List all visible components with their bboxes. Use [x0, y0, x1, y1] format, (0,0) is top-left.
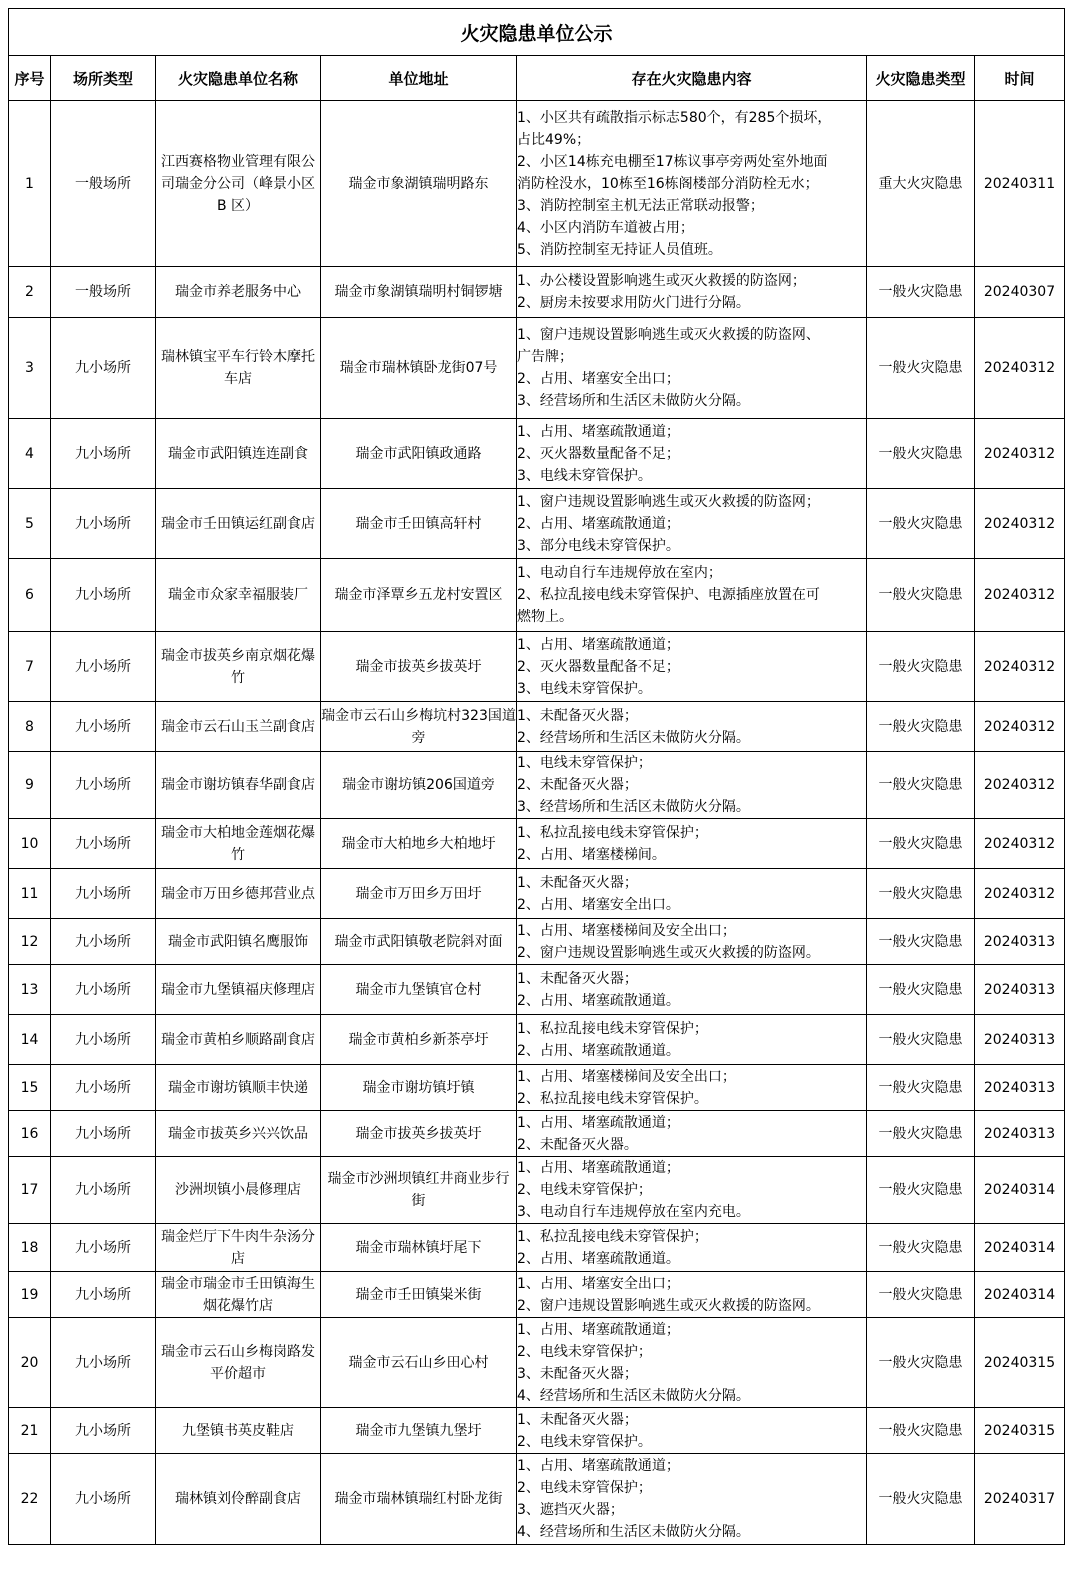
venue-type-cell: 九小场所 [51, 869, 156, 919]
no-cell: 9 [9, 752, 51, 819]
address-cell: 瑞金市象湖镇瑞明村铜锣塘 [321, 267, 517, 318]
hazard-type-cell: 一般火灾隐患 [867, 819, 975, 869]
hazard-type-cell: 一般火灾隐患 [867, 752, 975, 819]
hazard-content-cell [517, 702, 867, 752]
no-cell: 7 [9, 632, 51, 702]
hazard-content-line: 3、经营场所和生活区未做防火分隔。 [517, 799, 750, 815]
date-cell: 20240315 [975, 1408, 1065, 1454]
hazard-content-line: 1、未配备灭火器； [517, 1411, 638, 1428]
hazard-type-cell: 一般火灾隐患 [867, 1318, 975, 1408]
hazard-content-line: 1、占用、堵塞疏散通道； [517, 1114, 680, 1131]
hazard-content-line: 2、电线未穿管保护； [517, 1182, 652, 1198]
hazard-content-line: 1、私拉乱接电线未穿管保护； [517, 1228, 708, 1245]
address-cell: 瑞金市瑞林镇圩尾下 [321, 1224, 517, 1272]
no-cell: 5 [9, 489, 51, 559]
hazard-content-line: 2、占用、堵塞楼梯间。 [517, 846, 666, 863]
hazard-content-line: 1、办公楼设置影响逃生或灭火救援的防盗网； [517, 273, 806, 289]
hazard-content-line: 2、占用、堵塞疏散通道； [517, 515, 680, 532]
hazard-type-cell: 一般火灾隐患 [867, 1157, 975, 1224]
date-cell: 20240314 [975, 1272, 1065, 1318]
table-row [9, 489, 1065, 559]
hazard-content-cell [517, 559, 867, 632]
unit-name-cell: 瑞金烂厅下牛肉牛杂汤分店 [156, 1224, 321, 1272]
date-cell: 20240313 [975, 1065, 1065, 1111]
hazard-content-line: 广告牌； [517, 349, 573, 365]
date-cell: 20240312 [975, 559, 1065, 632]
no-cell: 12 [9, 919, 51, 965]
hazard-content-cell [517, 318, 867, 419]
hazard-content-line: 3、经营场所和生活区未做防火分隔。 [517, 393, 750, 409]
hazard-content-cell [517, 1157, 867, 1224]
header-row [9, 56, 1065, 101]
hazard-content-line: 1、电线未穿管保护； [517, 755, 652, 771]
no-cell: 6 [9, 559, 51, 632]
hazard-content-line: 5、消防控制室无持证人员值班。 [517, 241, 722, 258]
address-cell: 瑞金市瑞林镇瑞红村卧龙街 [321, 1454, 517, 1545]
unit-name-cell: 瑞金市谢坊镇春华副食店 [156, 752, 321, 819]
hazard-content-line: 3、电线未穿管保护。 [517, 467, 652, 484]
unit-name-cell: 瑞金市众家幸福服装厂 [156, 559, 321, 632]
venue-type-cell: 九小场所 [51, 752, 156, 819]
hazard-content-line: 1、私拉乱接电线未穿管保护； [517, 1020, 708, 1037]
date-cell: 20240317 [975, 1454, 1065, 1545]
hazard-content-line: 2、窗户违规设置影响逃生或灭火救援的防盗网。 [517, 1297, 820, 1314]
hazard-type-cell: 重大火灾隐患 [867, 101, 975, 267]
unit-name-cell: 瑞林镇宝平车行铃木摩托车店 [156, 318, 321, 419]
no-cell: 13 [9, 965, 51, 1015]
unit-name-cell: 瑞金市九堡镇福庆修理店 [156, 965, 321, 1015]
address-cell: 瑞金市九堡镇官仓村 [321, 965, 517, 1015]
unit-name-cell: 瑞金市云石山玉兰副食店 [156, 702, 321, 752]
address-cell: 瑞金市九堡镇九堡圩 [321, 1408, 517, 1454]
address-cell: 瑞金市黄柏乡新茶亭圩 [321, 1015, 517, 1065]
table-row [9, 965, 1065, 1015]
hazard-type-cell: 一般火灾隐患 [867, 632, 975, 702]
hazard-content-line: 2、电线未穿管保护； [517, 1480, 652, 1496]
hazard-content-line: 4、经营场所和生活区未做防火分隔。 [517, 1387, 750, 1404]
table-row [9, 318, 1065, 419]
no-cell: 22 [9, 1454, 51, 1545]
hazard-content-line: 2、占用、堵塞疏散通道。 [517, 992, 680, 1009]
hazard-type-cell: 一般火灾隐患 [867, 919, 975, 965]
venue-type-cell: 九小场所 [51, 1065, 156, 1111]
hazard-content-line: 1、电动自行车违规停放在室内； [517, 565, 722, 581]
hazard-content-line: 1、窗户违规设置影响逃生或灭火救援的防盗网、 [517, 327, 820, 343]
table-row [9, 1015, 1065, 1065]
unit-name-cell: 瑞金市瑞金市壬田镇海生烟花爆竹店 [156, 1272, 321, 1318]
unit-name-cell: 瑞金市云石山乡梅岗路发平价超市 [156, 1318, 321, 1408]
address-cell: 瑞金市泽覃乡五龙村安置区 [321, 559, 517, 632]
header-address: 单位地址 [321, 56, 517, 101]
table-row [9, 919, 1065, 965]
hazard-content-line: 燃物上。 [517, 609, 573, 625]
hazard-content-line: 2、厨房未按要求用防火门进行分隔。 [517, 295, 750, 311]
venue-type-cell: 九小场所 [51, 919, 156, 965]
hazard-content-line: 4、小区内消防车道被占用； [517, 219, 694, 236]
hazard-type-cell: 一般火灾隐患 [867, 1065, 975, 1111]
hazard-content-line: 1、占用、堵塞疏散通道； [517, 636, 680, 653]
hazard-type-cell: 一般火灾隐患 [867, 702, 975, 752]
table-row [9, 559, 1065, 632]
date-cell: 20240311 [975, 101, 1065, 267]
hazard-content-cell [517, 1015, 867, 1065]
header-hazard-type: 火灾隐患类型 [867, 56, 975, 101]
hazard-content-line: 2、灭火器数量配备不足； [517, 658, 680, 675]
venue-type-cell: 一般场所 [51, 101, 156, 267]
address-cell: 瑞金市壬田镇粜米街 [321, 1272, 517, 1318]
address-cell: 瑞金市武阳镇政通路 [321, 419, 517, 489]
hazard-content-line: 2、占用、堵塞安全出口。 [517, 896, 680, 913]
date-cell: 20240312 [975, 318, 1065, 419]
hazard-content-line: 1、未配备灭火器； [517, 970, 638, 987]
table-row [9, 101, 1065, 267]
table-row [9, 267, 1065, 318]
hazard-type-cell: 一般火灾隐患 [867, 1224, 975, 1272]
venue-type-cell: 九小场所 [51, 1454, 156, 1545]
table-row [9, 1272, 1065, 1318]
date-cell: 20240313 [975, 1111, 1065, 1157]
venue-type-cell: 九小场所 [51, 489, 156, 559]
table-row [9, 1408, 1065, 1454]
address-cell: 瑞金市武阳镇敬老院斜对面 [321, 919, 517, 965]
unit-name-cell: 沙洲坝镇小晨修理店 [156, 1157, 321, 1224]
table-row [9, 869, 1065, 919]
hazard-content-line: 1、占用、堵塞疏散通道； [517, 1160, 680, 1176]
date-cell: 20240312 [975, 869, 1065, 919]
address-cell: 瑞金市瑞林镇卧龙街07号 [321, 318, 517, 419]
header-unit-name: 火灾隐患单位名称 [156, 56, 321, 101]
venue-type-cell: 九小场所 [51, 559, 156, 632]
hazard-content-line: 1、窗户违规设置影响逃生或灭火救援的防盗网； [517, 493, 820, 510]
hazard-content-line: 占比49%； [517, 131, 591, 148]
no-cell: 14 [9, 1015, 51, 1065]
hazard-content-cell [517, 1224, 867, 1272]
header-no: 序号 [9, 56, 51, 101]
venue-type-cell: 九小场所 [51, 1318, 156, 1408]
unit-name-cell: 瑞金市大柏地金莲烟花爆竹 [156, 819, 321, 869]
address-cell: 瑞金市拔英乡拔英圩 [321, 1111, 517, 1157]
hazard-content-cell [517, 1065, 867, 1111]
address-cell: 瑞金市壬田镇高轩村 [321, 489, 517, 559]
unit-name-cell: 九堡镇书英皮鞋店 [156, 1408, 321, 1454]
no-cell: 20 [9, 1318, 51, 1408]
hazard-content-cell [517, 1408, 867, 1454]
address-cell: 瑞金市云石山乡田心村 [321, 1318, 517, 1408]
date-cell: 20240315 [975, 1318, 1065, 1408]
no-cell: 19 [9, 1272, 51, 1318]
address-cell: 瑞金市大柏地乡大柏地圩 [321, 819, 517, 869]
unit-name-cell: 瑞金市谢坊镇顺丰快递 [156, 1065, 321, 1111]
date-cell: 20240312 [975, 819, 1065, 869]
hazard-content-line: 1、未配备灭火器； [517, 707, 638, 724]
table-row [9, 419, 1065, 489]
hazard-content-line: 2、灭火器数量配备不足； [517, 445, 680, 462]
date-cell: 20240312 [975, 702, 1065, 752]
no-cell: 11 [9, 869, 51, 919]
venue-type-cell: 九小场所 [51, 702, 156, 752]
hazard-content-line: 2、私拉乱接电线未穿管保护、电源插座放置在可 [517, 587, 820, 603]
hazard-content-cell [517, 752, 867, 819]
table-row [9, 752, 1065, 819]
venue-type-cell: 九小场所 [51, 1408, 156, 1454]
hazard-content-line: 2、占用、堵塞疏散通道。 [517, 1250, 680, 1267]
hazard-content-line: 2、电线未穿管保护； [517, 1343, 652, 1360]
hazard-content-line: 2、经营场所和生活区未做防火分隔。 [517, 729, 750, 746]
hazard-content-cell [517, 819, 867, 869]
hazard-content-cell [517, 632, 867, 702]
hazard-type-cell: 一般火灾隐患 [867, 559, 975, 632]
hazard-content-line: 2、窗户违规设置影响逃生或灭火救援的防盗网。 [517, 944, 820, 961]
venue-type-cell: 九小场所 [51, 965, 156, 1015]
no-cell: 21 [9, 1408, 51, 1454]
table-row [9, 702, 1065, 752]
hazard-content-line: 3、部分电线未穿管保护。 [517, 537, 680, 554]
hazard-type-cell: 一般火灾隐患 [867, 1454, 975, 1545]
hazard-content-line: 2、小区14栋充电棚至17栋议事亭旁两处室外地面 [517, 153, 828, 170]
unit-name-cell: 瑞金市壬田镇运红副食店 [156, 489, 321, 559]
hazard-content-cell [517, 419, 867, 489]
date-cell: 20240314 [975, 1157, 1065, 1224]
hazard-content-line: 消防栓没水，10栋至16栋阁楼部分消防栓无水； [517, 175, 819, 192]
hazard-content-line: 2、占用、堵塞安全出口； [517, 371, 680, 387]
date-cell: 20240314 [975, 1224, 1065, 1272]
venue-type-cell: 九小场所 [51, 1224, 156, 1272]
unit-name-cell: 瑞金市拔英乡兴兴饮品 [156, 1111, 321, 1157]
hazard-content-cell [517, 1272, 867, 1318]
no-cell: 3 [9, 318, 51, 419]
date-cell: 20240312 [975, 489, 1065, 559]
hazard-content-cell [517, 267, 867, 318]
hazard-type-cell: 一般火灾隐患 [867, 318, 975, 419]
address-cell: 瑞金市谢坊镇206国道旁 [321, 752, 517, 819]
hazard-type-cell: 一般火灾隐患 [867, 1111, 975, 1157]
address-cell: 瑞金市象湖镇瑞明路东 [321, 101, 517, 267]
date-cell: 20240313 [975, 1015, 1065, 1065]
hazard-type-cell: 一般火灾隐患 [867, 1272, 975, 1318]
header-hazard-content: 存在火灾隐患内容 [517, 56, 867, 101]
hazard-content-line: 1、占用、堵塞疏散通道； [517, 423, 680, 440]
hazard-content-cell [517, 965, 867, 1015]
address-cell: 瑞金市云石山乡梅坑村323国道旁 [321, 702, 517, 752]
hazard-content-line: 2、电线未穿管保护。 [517, 1433, 652, 1450]
table-row [9, 1224, 1065, 1272]
hazard-content-cell [517, 101, 867, 267]
hazard-type-cell: 一般火灾隐患 [867, 1015, 975, 1065]
address-cell: 瑞金市万田乡万田圩 [321, 869, 517, 919]
table-row [9, 1454, 1065, 1545]
hazard-content-line: 3、消防控制室主机无法正常联动报警； [517, 197, 764, 214]
date-cell: 20240312 [975, 752, 1065, 819]
date-cell: 20240307 [975, 267, 1065, 318]
hazard-content-line: 3、遮挡灭火器； [517, 1502, 624, 1518]
date-cell: 20240312 [975, 632, 1065, 702]
venue-type-cell: 九小场所 [51, 1157, 156, 1224]
hazard-type-cell: 一般火灾隐患 [867, 869, 975, 919]
date-cell: 20240312 [975, 419, 1065, 489]
hazard-content-line: 1、小区共有疏散指示标志580个，有285个损坏， [517, 109, 832, 126]
venue-type-cell: 九小场所 [51, 1272, 156, 1318]
table-row [9, 1318, 1065, 1408]
venue-type-cell: 九小场所 [51, 1111, 156, 1157]
header-date: 时间 [975, 56, 1065, 101]
date-cell: 20240313 [975, 919, 1065, 965]
unit-name-cell: 瑞金市万田乡德邦营业点 [156, 869, 321, 919]
table-row [9, 1065, 1065, 1111]
unit-name-cell: 瑞金市武阳镇连连副食 [156, 419, 321, 489]
no-cell: 10 [9, 819, 51, 869]
table-row [9, 819, 1065, 869]
no-cell: 17 [9, 1157, 51, 1224]
no-cell: 1 [9, 101, 51, 267]
hazard-content-line: 3、电线未穿管保护。 [517, 680, 652, 697]
hazard-content-line: 1、私拉乱接电线未穿管保护； [517, 824, 708, 841]
hazard-content-cell [517, 1318, 867, 1408]
hazard-content-line: 1、未配备灭火器； [517, 874, 638, 891]
hazard-content-line: 1、占用、堵塞楼梯间及安全出口； [517, 922, 736, 939]
no-cell: 16 [9, 1111, 51, 1157]
table-row [9, 1111, 1065, 1157]
address-cell: 瑞金市谢坊镇圩镇 [321, 1065, 517, 1111]
table-title: 火灾隐患单位公示 [9, 9, 1065, 56]
hazard-content-cell [517, 1454, 867, 1545]
hazard-content-line: 3、电动自行车违规停放在室内充电。 [517, 1204, 750, 1220]
hazard-content-cell [517, 869, 867, 919]
hazard-content-cell [517, 1111, 867, 1157]
unit-name-cell: 瑞金市武阳镇名鹰服饰 [156, 919, 321, 965]
hazard-content-line: 1、占用、堵塞疏散通道； [517, 1321, 680, 1338]
date-cell: 20240313 [975, 965, 1065, 1015]
no-cell: 18 [9, 1224, 51, 1272]
table-row [9, 632, 1065, 702]
no-cell: 15 [9, 1065, 51, 1111]
unit-name-cell: 江西赛格物业管理有限公司瑞金分公司（峰景小区 B 区） [156, 101, 321, 267]
hazard-type-cell: 一般火灾隐患 [867, 1408, 975, 1454]
address-cell: 瑞金市沙洲坝镇红井商业步行街 [321, 1157, 517, 1224]
venue-type-cell: 九小场所 [51, 419, 156, 489]
venue-type-cell: 一般场所 [51, 267, 156, 318]
no-cell: 4 [9, 419, 51, 489]
venue-type-cell: 九小场所 [51, 1015, 156, 1065]
unit-name-cell: 瑞林镇刘伶醉副食店 [156, 1454, 321, 1545]
unit-name-cell: 瑞金市黄柏乡顺路副食店 [156, 1015, 321, 1065]
hazard-content-line: 3、未配备灭火器； [517, 1365, 638, 1382]
hazard-type-cell: 一般火灾隐患 [867, 267, 975, 318]
hazard-content-line: 2、未配备灭火器； [517, 777, 638, 793]
fire-hazard-table [8, 8, 1065, 1545]
address-cell: 瑞金市拔英乡拔英圩 [321, 632, 517, 702]
hazard-type-cell: 一般火灾隐患 [867, 965, 975, 1015]
no-cell: 2 [9, 267, 51, 318]
hazard-content-line: 2、私拉乱接电线未穿管保护。 [517, 1090, 708, 1107]
hazard-content-line: 1、占用、堵塞楼梯间及安全出口； [517, 1068, 736, 1085]
hazard-content-line: 1、占用、堵塞安全出口； [517, 1275, 680, 1292]
hazard-content-line: 2、未配备灭火器。 [517, 1136, 638, 1153]
hazard-content-cell [517, 919, 867, 965]
hazard-content-line: 1、占用、堵塞疏散通道； [517, 1458, 680, 1474]
unit-name-cell: 瑞金市拔英乡南京烟花爆竹 [156, 632, 321, 702]
hazard-content-cell [517, 489, 867, 559]
hazard-content-line: 2、占用、堵塞疏散通道。 [517, 1042, 680, 1059]
unit-name-cell: 瑞金市养老服务中心 [156, 267, 321, 318]
hazard-content-line: 4、经营场所和生活区未做防火分隔。 [517, 1524, 750, 1540]
hazard-type-cell: 一般火灾隐患 [867, 419, 975, 489]
header-venue-type: 场所类型 [51, 56, 156, 101]
venue-type-cell: 九小场所 [51, 819, 156, 869]
venue-type-cell: 九小场所 [51, 632, 156, 702]
table-row [9, 1157, 1065, 1224]
no-cell: 8 [9, 702, 51, 752]
hazard-type-cell: 一般火灾隐患 [867, 489, 975, 559]
venue-type-cell: 九小场所 [51, 318, 156, 419]
